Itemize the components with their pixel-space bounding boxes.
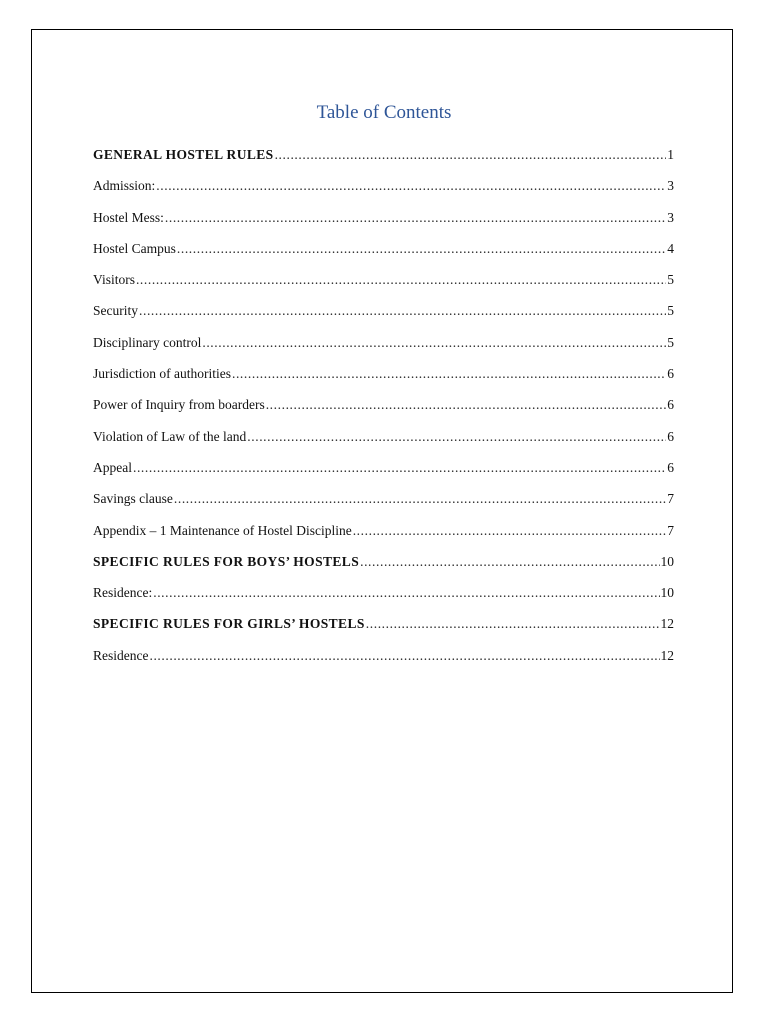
toc-page-number: 3 xyxy=(667,209,674,225)
toc-entry-visitors[interactable] xyxy=(93,270,674,301)
toc-entry-label: Hostel Campus xyxy=(93,240,176,256)
toc-page-number: 7 xyxy=(667,522,674,538)
toc-entry-boys-hostels[interactable] xyxy=(93,552,674,583)
toc-entry-label: Disciplinary control xyxy=(93,334,202,350)
toc-entry-security[interactable] xyxy=(93,301,674,332)
toc-entry-label: SPECIFIC RULES FOR GIRLS’ HOSTELS xyxy=(93,616,365,632)
toc-entry-girls-hostels[interactable] xyxy=(93,614,674,645)
toc-dot-leader xyxy=(149,646,659,666)
toc-dot-leader xyxy=(353,521,667,541)
toc-title: Table of Contents xyxy=(316,102,452,123)
toc-page-number: 10 xyxy=(660,553,674,569)
toc-dot-leader xyxy=(153,583,659,603)
toc-entry-label: Jurisdiction of authorities xyxy=(93,366,231,382)
toc-dot-leader xyxy=(275,145,667,165)
toc-page-number: 5 xyxy=(667,272,674,288)
toc-entry-label: Power of Inquiry from boarders xyxy=(93,397,265,413)
toc-page-number: 6 xyxy=(667,459,674,475)
toc-entry-hostel-mess[interactable] xyxy=(93,208,674,239)
toc-entry-label: Appendix – 1 Maintenance of Hostel Discipline xyxy=(93,522,352,538)
toc-entry-hostel-campus[interactable] xyxy=(93,239,674,270)
toc-entry-label: Security xyxy=(93,303,138,319)
toc-page-number: 6 xyxy=(667,366,674,382)
toc-dot-leader xyxy=(174,489,666,509)
toc-entry-label: Admission: xyxy=(93,178,156,194)
toc-entry-boys-residence[interactable] xyxy=(93,583,674,614)
toc-entry-label: Residence xyxy=(93,647,149,663)
toc-entry-label: Appeal xyxy=(93,459,132,475)
toc-dot-leader xyxy=(247,427,666,447)
toc-page-number: 12 xyxy=(660,647,674,663)
toc-entry-general-hostel-rules[interactable] xyxy=(93,145,674,176)
toc-entry-label: Savings clause xyxy=(93,491,173,507)
toc-entry-violation-of-law[interactable] xyxy=(93,427,674,458)
toc-entry-power-of-inquiry[interactable] xyxy=(93,395,674,426)
toc-page-number: 4 xyxy=(667,240,674,256)
toc-dot-leader xyxy=(360,552,659,572)
toc-entry-label: Violation of Law of the land xyxy=(93,428,247,444)
toc-entry-label: Hostel Mess: xyxy=(93,209,164,225)
toc-entry-appeal[interactable] xyxy=(93,458,674,489)
toc-entry-label: GENERAL HOSTEL RULES xyxy=(93,147,274,162)
toc-page-number: 10 xyxy=(660,585,674,601)
toc-page-number: 1 xyxy=(667,147,674,162)
toc-entry-jurisdiction[interactable] xyxy=(93,364,674,395)
toc-dot-leader xyxy=(177,239,666,259)
toc-page-number: 6 xyxy=(667,428,674,444)
toc-dot-leader xyxy=(266,395,667,415)
toc-entry-label: SPECIFIC RULES FOR BOYS’ HOSTELS xyxy=(93,553,360,569)
toc-entry-label: Residence: xyxy=(93,585,153,601)
toc-entry-label: Visitors xyxy=(93,272,135,288)
toc-page-number: 3 xyxy=(667,178,674,194)
toc-page-number: 5 xyxy=(667,303,674,319)
toc-dot-leader xyxy=(139,301,666,321)
toc-dot-leader xyxy=(136,270,666,290)
toc-entry-admission[interactable] xyxy=(93,176,674,207)
toc-page-number: 12 xyxy=(660,616,674,632)
toc-dot-leader xyxy=(156,176,666,196)
toc-list xyxy=(93,145,674,677)
toc-page-number: 7 xyxy=(667,491,674,507)
toc-dot-leader xyxy=(232,364,666,384)
toc-dot-leader xyxy=(202,333,666,353)
toc-entry-disciplinary-control[interactable] xyxy=(93,333,674,364)
toc-page-number: 5 xyxy=(667,334,674,350)
toc-entry-savings-clause[interactable] xyxy=(93,489,674,520)
toc-dot-leader xyxy=(133,458,666,478)
toc-entry-appendix-1[interactable] xyxy=(93,521,674,552)
toc-entry-girls-residence[interactable] xyxy=(93,646,674,677)
toc-dot-leader xyxy=(366,614,660,634)
toc-page-number: 6 xyxy=(667,397,674,413)
toc-dot-leader xyxy=(165,208,666,228)
